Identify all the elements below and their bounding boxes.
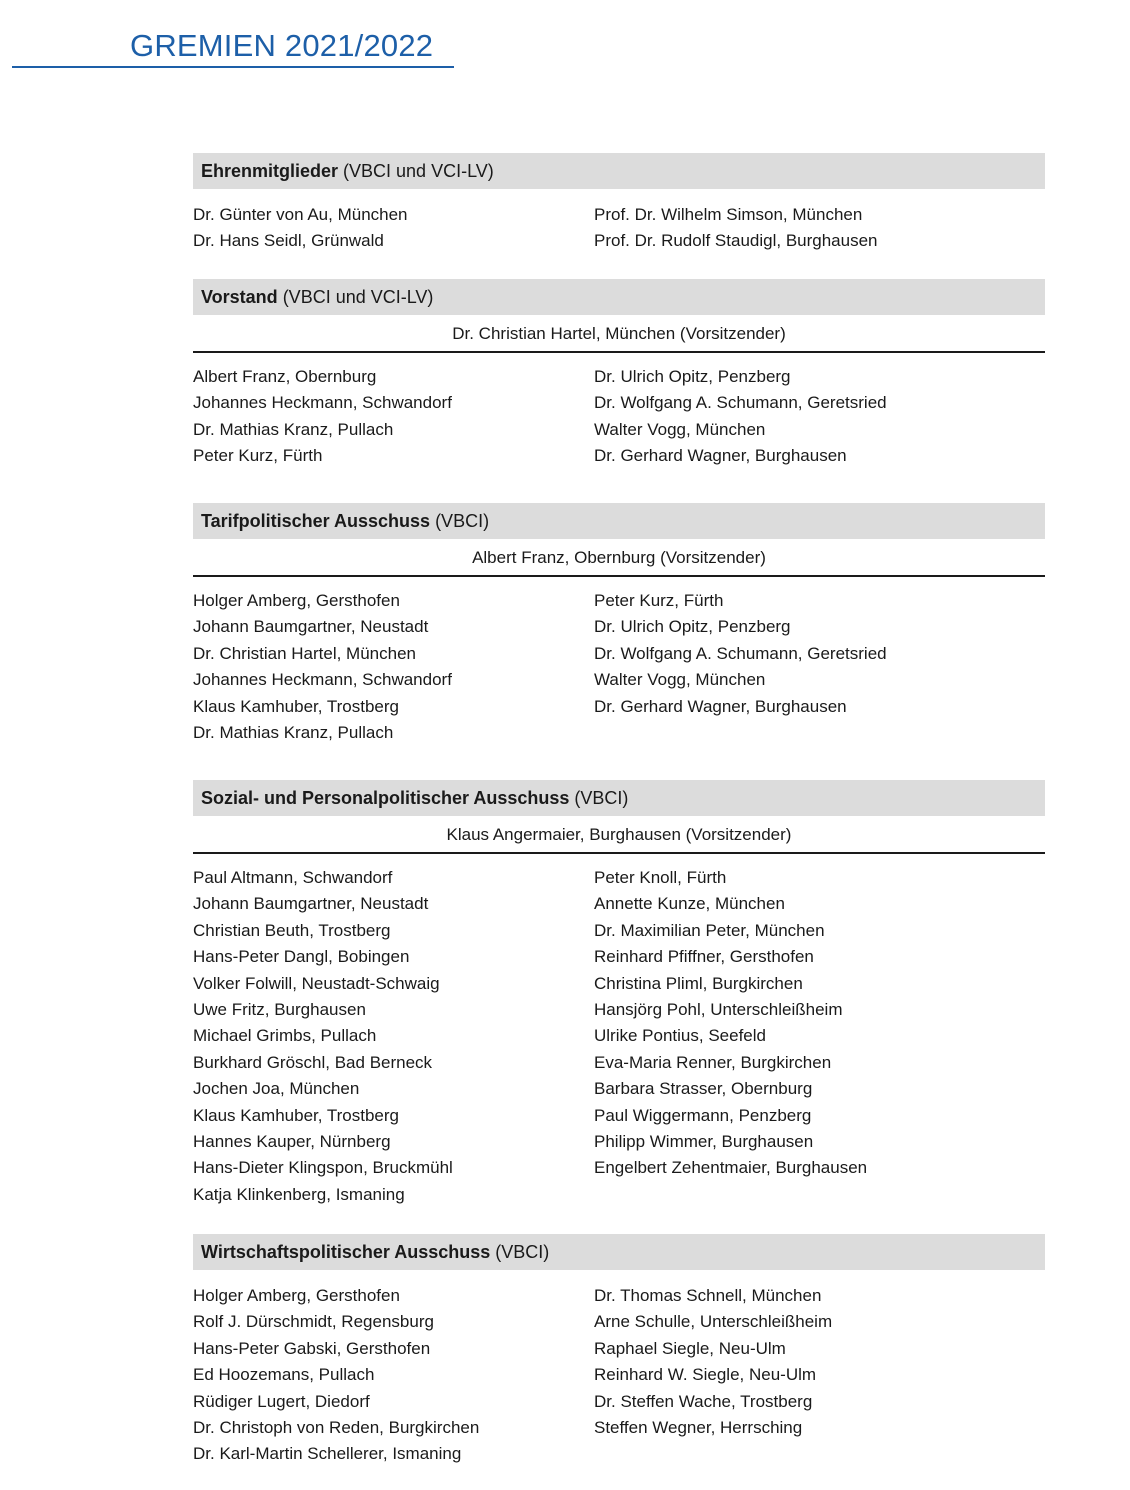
member-name: Dr. Wolfgang A. Schumann, Geretsried (594, 393, 887, 413)
page-title: GREMIEN 2021/2022 (130, 28, 434, 63)
section-heading (193, 780, 1045, 816)
section-title: Vorstand (201, 287, 278, 307)
chairperson: Klaus Angermaier, Burghausen (Vorsitzender) (446, 825, 792, 844)
member-name: Peter Knoll, Fürth (594, 868, 727, 887)
member-name: Christian Beuth, Trostberg (193, 920, 391, 940)
member-name: Johann Baumgartner, Neustadt (193, 894, 429, 914)
member-name: Christina Pliml, Burgkirchen (594, 973, 803, 993)
chair-divider (193, 575, 1045, 577)
member-name: Burkhard Gröschl, Bad Berneck (193, 1052, 433, 1072)
member-column-right (594, 865, 1045, 1208)
member-name: Hans-Peter Dangl, Bobingen (193, 947, 410, 967)
member-name: Barbara Strasser, Obernburg (594, 1079, 813, 1099)
member-name: Katja Klinkenberg, Ismaning (193, 1184, 405, 1204)
member-name: Hans-Peter Gabski, Gersthofen (193, 1338, 431, 1358)
member-name: Walter Vogg, München (594, 670, 766, 690)
member-name: Rüdiger Lugert, Diedorf (193, 1391, 370, 1411)
member-name: Johann Baumgartner, Neustadt (193, 617, 429, 637)
section-title: Ehrenmitglieder (201, 161, 339, 181)
member-column-right (594, 364, 1045, 470)
chairperson: Dr. Christian Hartel, München (Vorsitzender) (452, 324, 786, 343)
section-heading (193, 153, 1045, 189)
member-name: Dr. Günter von Au, München (193, 205, 408, 224)
member-name: Dr. Maximilian Peter, München (594, 920, 825, 940)
member-name: Dr. Hans Seidl, Grünwald (193, 231, 384, 251)
member-name: Jochen Joa, München (193, 1079, 360, 1099)
member-name: Dr. Wolfgang A. Schumann, Geretsried (594, 643, 887, 663)
member-column-left (193, 588, 594, 746)
section-title: Tarifpolitischer Ausschuss (201, 511, 431, 531)
member-name: Dr. Mathias Kranz, Pullach (193, 419, 394, 439)
section-scope: (VBCI) (569, 788, 629, 808)
member-name: Eva-Maria Renner, Burgkirchen (594, 1052, 832, 1072)
member-name: Reinhard W. Siegle, Neu-Ulm (594, 1365, 817, 1385)
member-name: Prof. Dr. Rudolf Staudigl, Burghausen (594, 231, 878, 251)
member-name: Peter Kurz, Fürth (594, 591, 724, 610)
member-name: Hans-Dieter Klingspon, Bruckmühl (193, 1158, 453, 1178)
section-heading (193, 279, 1045, 315)
member-name: Volker Folwill, Neustadt-Schwaig (193, 973, 440, 993)
member-name: Hannes Kauper, Nürnberg (193, 1131, 391, 1151)
section (193, 780, 1045, 1208)
chair-divider (193, 852, 1045, 854)
member-name: Hansjörg Pohl, Unterschleißheim (594, 999, 843, 1019)
member-name: Annette Kunze, München (594, 894, 785, 914)
member-name: Michael Grimbs, Pullach (193, 1026, 377, 1046)
chair-divider (193, 351, 1045, 353)
member-column-right (594, 1283, 1045, 1468)
member-name: Ed Hoozemans, Pullach (193, 1365, 375, 1385)
member-columns (193, 202, 1045, 255)
member-name: Raphael Siegle, Neu-Ulm (594, 1338, 786, 1358)
section-heading (193, 503, 1045, 539)
member-name: Dr. Karl-Martin Schellerer, Ismaning (193, 1444, 462, 1464)
member-name: Engelbert Zehentmaier, Burghausen (594, 1158, 868, 1178)
member-name: Walter Vogg, München (594, 419, 766, 439)
chairperson: Albert Franz, Obernburg (Vorsitzender) (472, 548, 766, 567)
member-name: Johannes Heckmann, Schwandorf (193, 393, 452, 413)
section (193, 153, 1045, 255)
title-underline (12, 66, 454, 68)
member-name: Klaus Kamhuber, Trostberg (193, 1105, 400, 1125)
member-name: Dr. Ulrich Opitz, Penzberg (594, 367, 791, 386)
member-name: Dr. Ulrich Opitz, Penzberg (594, 617, 791, 637)
member-column-right (594, 202, 1045, 255)
section (193, 279, 1045, 470)
member-columns (193, 1283, 1045, 1468)
member-name: Uwe Fritz, Burghausen (193, 999, 366, 1019)
member-columns (193, 865, 1045, 1208)
member-name: Ulrike Pontius, Seefeld (594, 1026, 766, 1046)
member-name: Rolf J. Dürschmidt, Regensburg (193, 1312, 434, 1332)
section-scope: (VBCI) (430, 511, 490, 531)
member-name: Reinhard Pfiffner, Gersthofen (594, 947, 814, 967)
member-columns (193, 588, 1045, 746)
member-columns (193, 364, 1045, 470)
member-name: Holger Amberg, Gersthofen (193, 591, 400, 610)
member-name: Holger Amberg, Gersthofen (193, 1286, 400, 1305)
member-name: Dr. Gerhard Wagner, Burghausen (594, 696, 847, 716)
member-column-left (193, 1283, 594, 1468)
member-column-left (193, 865, 594, 1208)
member-name: Klaus Kamhuber, Trostberg (193, 696, 400, 716)
member-name: Steffen Wegner, Herrsching (594, 1417, 803, 1437)
section-scope: (VBCI) (490, 1242, 550, 1262)
member-name: Paul Wiggermann, Penzberg (594, 1105, 812, 1125)
member-name: Johannes Heckmann, Schwandorf (193, 670, 452, 690)
member-column-left (193, 364, 594, 470)
member-name: Dr. Gerhard Wagner, Burghausen (594, 446, 847, 466)
member-name: Prof. Dr. Wilhelm Simson, München (594, 205, 863, 224)
section-heading (193, 1234, 1045, 1270)
member-name: Dr. Steffen Wache, Trostberg (594, 1391, 813, 1411)
member-name: Dr. Christoph von Reden, Burgkirchen (193, 1417, 480, 1437)
member-column-right (594, 588, 1045, 746)
member-column-left (193, 202, 594, 255)
member-name: Albert Franz, Obernburg (193, 367, 377, 386)
member-name: Arne Schulle, Unterschleißheim (594, 1312, 833, 1332)
section-title: Sozial- und Personalpolitischer Ausschuss (201, 788, 570, 808)
section (193, 1234, 1045, 1468)
section (193, 503, 1045, 746)
section-scope: (VBCI und VCI-LV) (277, 287, 434, 307)
member-name: Paul Altmann, Schwandorf (193, 868, 393, 887)
member-name: Philipp Wimmer, Burghausen (594, 1131, 814, 1151)
member-name: Dr. Mathias Kranz, Pullach (193, 722, 394, 742)
member-name: Peter Kurz, Fürth (193, 446, 323, 466)
member-name: Dr. Christian Hartel, München (193, 643, 416, 663)
section-scope: (VBCI und VCI-LV) (338, 161, 494, 181)
section-title: Wirtschaftspolitischer Ausschuss (201, 1242, 491, 1262)
member-name: Dr. Thomas Schnell, München (594, 1286, 822, 1305)
